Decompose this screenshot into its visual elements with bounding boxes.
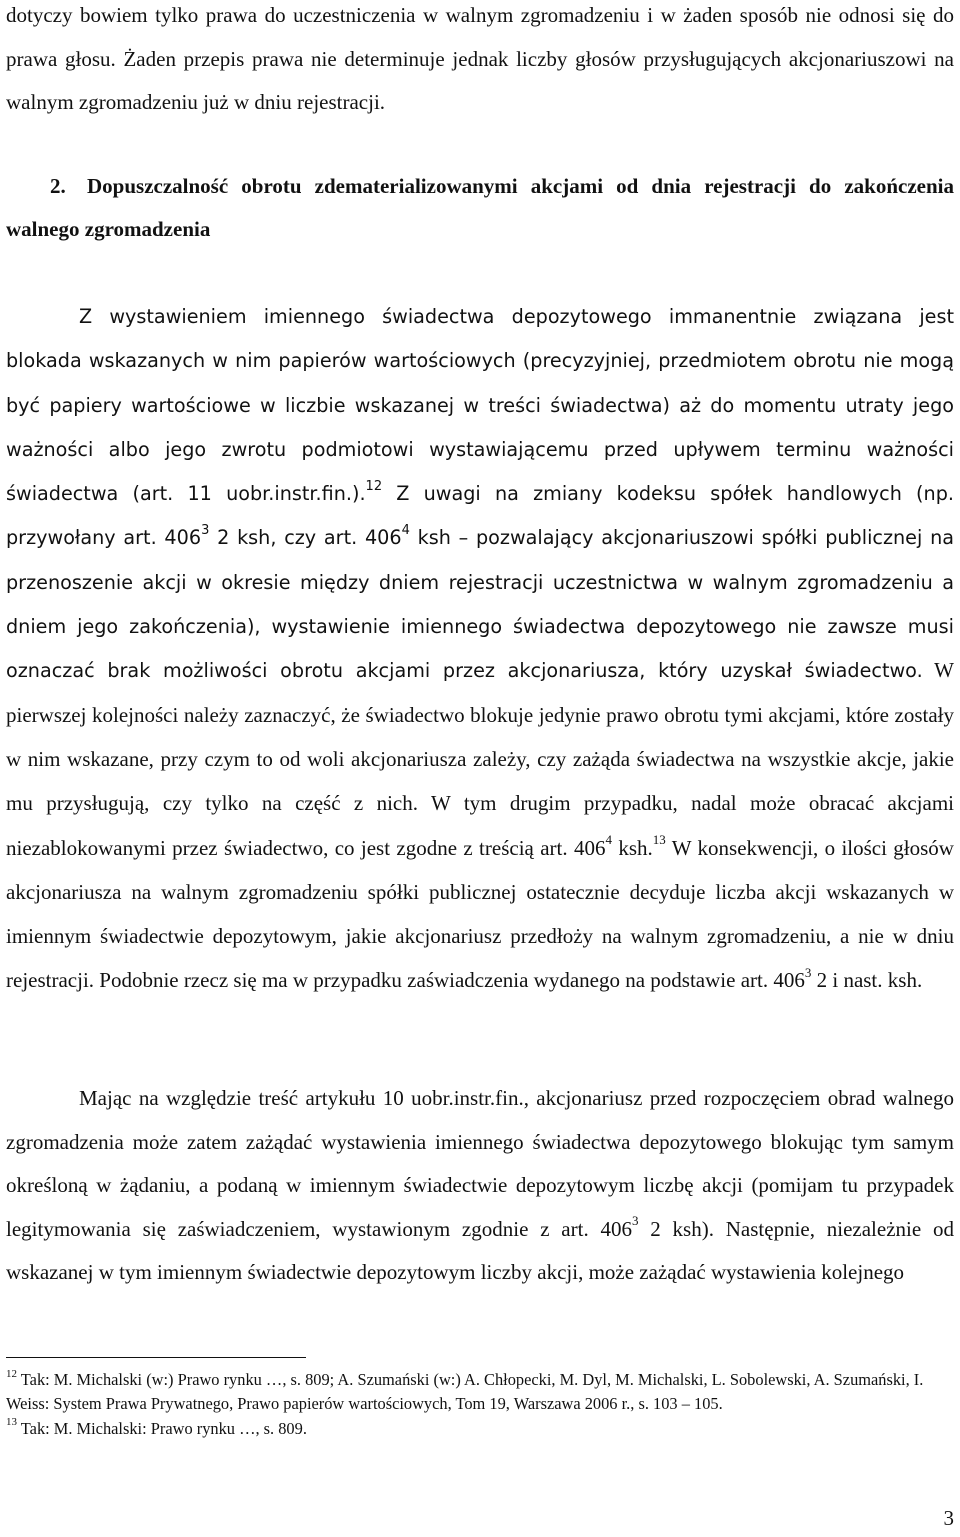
main-paragraph: [6, 295, 954, 1004]
footnote-ref-13[interactable]: 13: [652, 832, 666, 848]
superscript: 4: [605, 832, 612, 848]
paragraph-text-part: Mając na względzie treść artykułu 10 uobr.instr.fin., akcjonariusz przed rozpoczęciem obrad walnego zgromadzenia może zatem zażądać wystawienia imiennego świadectwa depozytowego blokując tym samym określoną w żądaniu, a podaną w imiennym świadectwie depozytowym liczbę akcji (pomijam tu przypadek legitymowania się zaświadczeniem, wystawionym zgodnie z art. 406: [6, 1086, 954, 1241]
footnote-separator: [6, 1357, 306, 1358]
paragraph-text-part: 2 ksh). Następnie, niezależnie od wskazanej w tym imiennym świadectwie depozytowym liczby akcji, może zażądać wystawienia kolejnego: [6, 1216, 954, 1285]
superscript: 3: [804, 965, 812, 981]
footnote-12: [6, 1368, 946, 1417]
paragraph-text-part: W pierwszej kolejności należy zaznaczyć, że świadectwo blokuje jedynie prawo obrotu tymi akcjami, które zostały w nim wskazane, przy czym to od woli akcjonariusza zależy, czy zażąda świadectwa na wszystkie akcje, jakie mu przysługują, czy tylko na część z nich. W tym drugim przypadku, nadal może obracać akcjami niezablokowanymi przez świadectwo, co jest zgodne z treścią art. 406: [6, 658, 954, 860]
paragraph-text-part: W konsekwencji, o ilości głosów akcjonariusza na walnym zgromadzeniu spółki publicznej ostatecznie decyduje liczba akcji wskazanych w imiennym świadectwie depozytowym, jakie akcjonariusz przedłoży na walnym zgromadzeniu, a nie w dniu rejestracji. Podobnie rzecz się ma w przypadku zaświadczenia wydanego na podstawie art. 406: [6, 835, 954, 993]
superscript: 3: [631, 1212, 639, 1228]
paragraph-text-part: ksh – pozwalający akcjonariuszowi spółki publicznej na przenoszenie akcji w okresie między dniem rejestracji uczestnictwa w walnym zgromadzeniu a dniem jego zakończenia), wystawienie imiennego świadectwa depozytowego nie zawsze musi oznaczać brak możliwości obrotu akcjami przez akcjonariusza, który uzyskał świadectwo.: [6, 526, 954, 683]
second-paragraph: [6, 1077, 954, 1295]
paragraph-text-part: Z uwagi na zmiany kodeksu spółek handlowych (np. przywołany art. 406: [6, 482, 954, 550]
section-heading: [6, 165, 954, 251]
superscript: 4: [401, 523, 410, 539]
footnotes: [6, 1368, 946, 1441]
superscript: 3: [201, 523, 210, 539]
intro-paragraph: dotyczy bowiem tylko prawa do uczestniczenia w walnym zgromadzeniu i w żaden sposób nie odnosi się do prawa głosu. Żaden przepis prawa nie determinuje jednak liczby głosów przysługujących akcjonariuszowi na walnym zgromadzeniu już w dniu rejestracji.: [6, 3, 954, 114]
page-number: 3: [943, 1506, 954, 1530]
footnote-text: Tak: M. Michalski (w:) Prawo rynku …, s. 809; A. Szumański (w:) A. Chłopecki, M. Dyl, M. Michalski, L. Sobolewski, A. Szumański, I. Weiss: System Prawa Prywatnego, Prawo papierów wartościowych, Tom 19, Warszawa 2006 r., s. 103 – 105.: [6, 1370, 924, 1414]
section-title: Dopuszczalność obrotu zdematerializowanymi akcjami od dnia rejestracji do zakończenia walnego zgromadzenia: [6, 174, 954, 241]
footnote-ref-12[interactable]: 12: [365, 478, 383, 494]
paragraph-text-part: 2 ksh, czy art. 406: [209, 526, 402, 550]
paragraph-text-part: Z wystawieniem imiennego świadectwa depozytowego immanentnie związana jest blokada wskazanych w nim papierów wartościowych (precyzyjniej, przedmiotem obrotu nie mogą być papiery wartościowe w liczbie wskazanej w treści świadectwa) aż do momentu utraty jego ważności albo jego zwrotu podmiotowi wystawiającemu przed upływem terminu ważności świadectwa (art. 11 uobr.instr.fin.).: [6, 305, 954, 506]
footnote-number: 13: [6, 1416, 17, 1429]
footnote-13: [6, 1417, 946, 1441]
paragraph-text-part: 2 i nast. ksh.: [811, 968, 923, 993]
footnote-number: 12: [6, 1367, 17, 1380]
paragraph-text-part: ksh.: [611, 835, 653, 860]
section-number: 2.: [50, 174, 66, 198]
footnote-text: Tak: M. Michalski: Prawo rynku …, s. 809.: [17, 1418, 307, 1438]
